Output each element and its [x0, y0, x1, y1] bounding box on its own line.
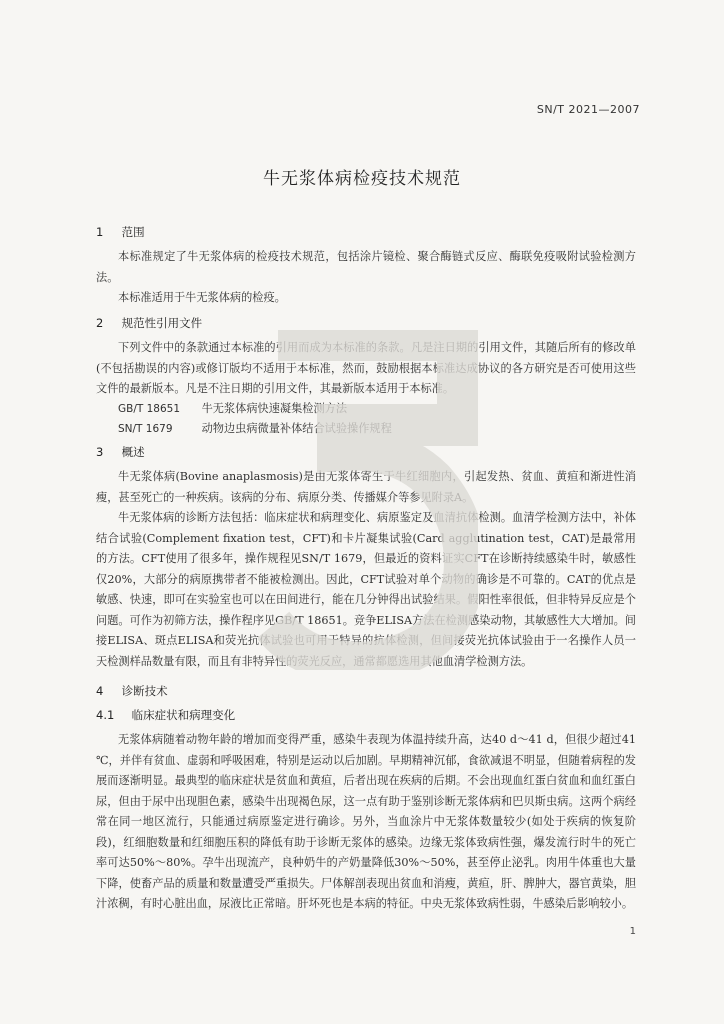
section-3-heading: [96, 444, 145, 460]
section-2-para-1: 下列文件中的条款通过本标准的引用而成为本标准的条款。凡是注日期的引用文件，其随后所有的修改单(不包括勘误的内容)或修订版均不适用于本标准，然而，鼓励根据本标准达成协议的各方研究是否可使用这些文件的最新版本。凡是不注日期的引用文件，其最新版本适用于本标准。: [96, 341, 636, 395]
section-number: 2: [96, 316, 104, 330]
section-title: 诊断技术: [121, 684, 168, 698]
reference-code: GB/T 18651: [118, 403, 181, 415]
section-4-heading: [96, 683, 168, 699]
reference-title: 牛无浆体病快速凝集检测方法: [201, 402, 348, 415]
subsection-number: 4.1: [96, 708, 115, 722]
section-4-1-para-1: 无浆体病随着动物年龄的增加而变得严重，感染牛表现为体温持续升高，达40 d～41 d，但很少超过41 ℃，并伴有贫血、虚弱和呼吸困难，特别是运动以后加剧。早期精神沉郁，食欲减退不明显，但随着病程的发展而逐渐明显。最典型的临床症状是贫血和黄疸，后者出现在疾病的后期。不会出现血红蛋白贫血和血红蛋白尿，但由于尿中出现胆色素，感染牛出现褐色尿，这一点有助于鉴别诊断无浆体病和巴贝斯虫病。这两个病经常在同一地区流行，只能通过病原鉴定进行确诊。另外，当血涂片中无浆体数量较少(如处于疾病的恢复阶段)，红细胞数量和红细胞压积的降低有助于诊断无浆体的感染。边缘无浆体致病性强，爆发流行时牛的死亡率可达50%～80%。孕牛出现流产，良种奶牛的产奶量降低30%～50%，甚至停止泌乳。肉用牛体重也大量下降，使畜产品的质量和数量遭受严重损失。尸体解剖表现出贫血和消瘦，黄疸，肝、脾肿大，器官黄染，胆汁浓稠，有时心脏出血，尿液比正常暗。肝坏死也是本病的特征。中央无浆体致病性弱，牛感染后影响较小。: [96, 733, 636, 910]
section-title: 规范性引用文件: [121, 316, 203, 330]
subsection-title: 临床症状和病理变化: [131, 708, 236, 722]
section-3-para-2: 牛无浆体病的诊断方法包括：临床症状和病理变化、病原鉴定及血清抗体检测。血清学检测方法中，补体结合试验(Complement fixation test，CFT)和卡片凝集试验(Card agglutination test，CAT)是最常用的方法。CFT使用了很多年，操作规程见SN/T 1679，但最近的资料证实CFT在诊断持续感染牛时，敏感性仅20%，大部分的病原携带者不能被检测出。因此，CFT试验对单个动物的确诊是不可靠的。CAT的优点是敏感、快速，即可在实验室也可以在田间进行，能在几分钟得出试验结果。假阳性率很低，但非特异反应是个问题。可作为初筛方法，操作程序见GB/T 18651。竞争ELISA方法在检测感染动物，其敏感性大大增加。间接ELISA、斑点ELISA和荧光抗体试验也可用于特异的抗体检测，但间接荧光抗体试验由于一名操作人员一天检测样品数量有限，而且有非特异性的荧光反应，通常都愿选用其他血清学检测方法。: [96, 511, 636, 668]
page-number: 1: [629, 926, 636, 937]
section-1-heading: [96, 224, 145, 240]
reference-code: SN/T 1679: [118, 423, 173, 435]
section-title: 范围: [121, 225, 145, 239]
section-2-heading: [96, 315, 202, 331]
subsection-4-1-heading: [96, 707, 235, 723]
standard-number: SN/T 2021—2007: [536, 103, 640, 116]
document-title: 牛无浆体病检疫技术规范: [263, 169, 461, 189]
reference-title: 动物边虫病微量补体结合试验操作规程: [201, 422, 392, 435]
reference-item: [118, 419, 638, 439]
reference-item: [118, 399, 638, 419]
section-title: 概述: [121, 445, 145, 459]
section-3-para-1: 牛无浆体病(Bovine anaplasmosis)是由无浆体寄生于牛红细胞内，引起发热、贫血、黄疸和渐进性消瘦，甚至死亡的一种疾病。该病的分布、病原分类、传播媒介等参见附录A。: [96, 470, 636, 504]
section-1-para-1: 本标准规定了牛无浆体病的检疫技术规范，包括涂片镜检、聚合酶链式反应、酶联免疫吸附试验检测方法。: [96, 250, 636, 284]
section-number: 3: [96, 445, 104, 459]
section-number: 1: [96, 225, 104, 239]
section-number: 4: [96, 684, 104, 698]
section-1-para-2: 本标准适用于牛无浆体病的检疫。: [118, 291, 286, 304]
